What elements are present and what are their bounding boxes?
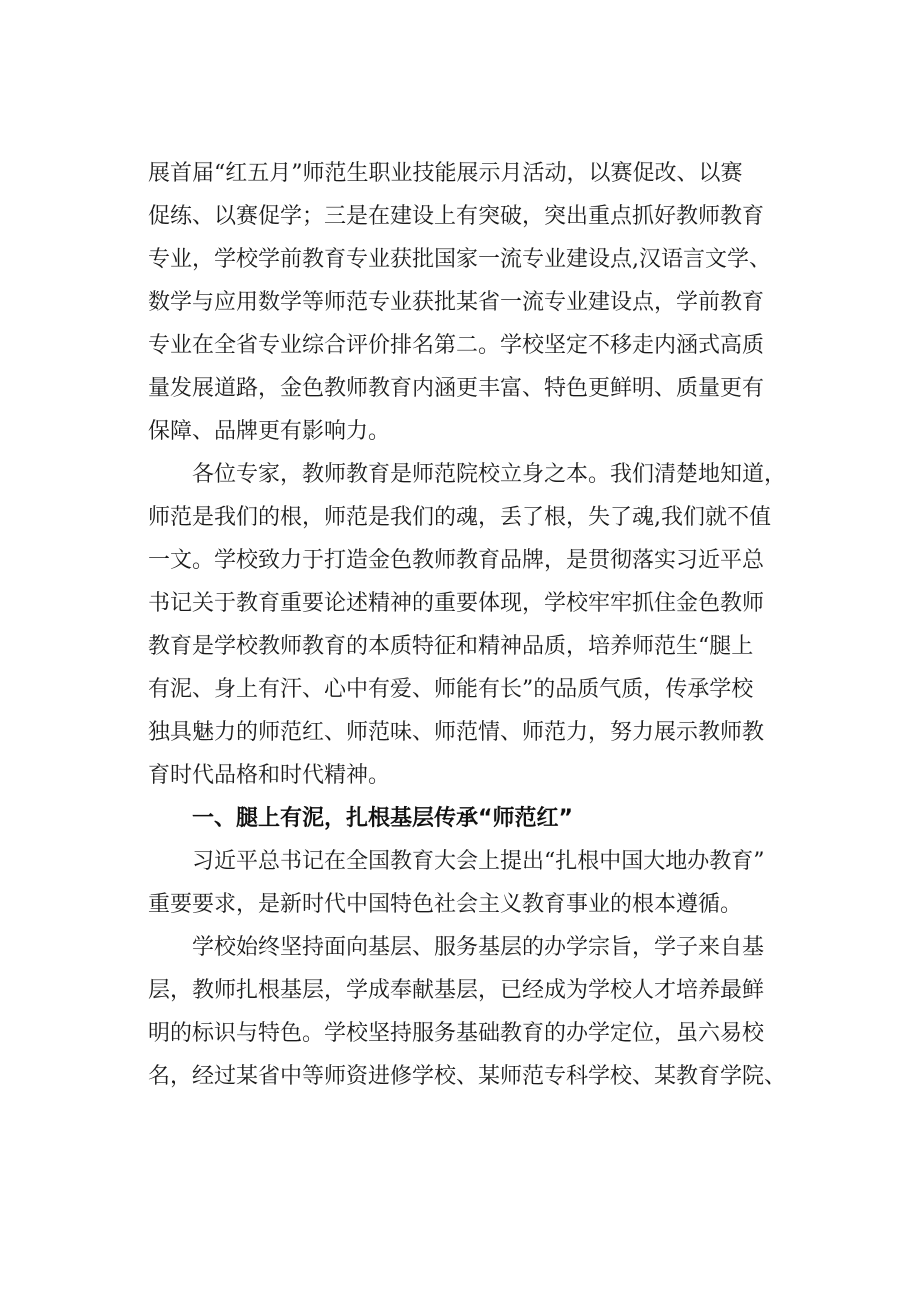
paragraph-line: 专业在全省专业综合评价排名第二。学校坚定不移走内涵式高质 <box>148 333 765 358</box>
paragraph-line: 育时代品格和时代精神。 <box>148 763 391 788</box>
paragraph-line: 一文。学校致力于打造金色教师教育品牌，是贯彻落实习近平总 <box>148 548 765 573</box>
paragraph-line: 各位专家，教师教育是师范院校立身之本。我们清楚地知道， <box>148 462 787 487</box>
paragraph-line: 书记关于教育重要论述精神的重要体现，学校牢牢抓住金色教师 <box>148 591 765 616</box>
paragraph-line: 教育是学校教师教育的本质特征和精神品质，培养师范生“腿上 <box>148 634 754 659</box>
paragraph-line: 师范是我们的根，师范是我们的魂，丢了根，失了魂,我们就不值 <box>148 505 771 530</box>
paragraph-line: 习近平总书记在全国教育大会上提出“扎根中国大地办教育” <box>148 849 765 874</box>
paragraph-line: 保障、品牌更有影响力。 <box>148 419 391 444</box>
paragraph-line: 数学与应用数学等师范专业获批某省一流专业建设点，学前教育 <box>148 290 765 315</box>
paragraph-line: 量发展道路，金色教师教育内涵更丰富、特色更鲜明、质量更有 <box>148 376 765 401</box>
paragraph-line: 明的标识与特色。学校坚持服务基础教育的办学定位，虽六易校 <box>148 1021 765 1046</box>
paragraph-line: 重要要求，是新时代中国特色社会主义教育事业的根本遵循。 <box>148 892 743 917</box>
paragraph-line: 专业，学校学前教育专业获批国家一流专业建设点,汉语言文学、 <box>148 247 771 272</box>
paragraph-line: 促练、以赛促学；三是在建设上有突破，突出重点抓好教师教育 <box>148 204 765 229</box>
paragraph-line: 有泥、身上有汗、心中有爱、师能有长”的品质气质，传承学校 <box>148 677 754 702</box>
document-body <box>148 152 812 1098</box>
paragraph-line: 展首届“红五月”师范生职业技能展示月活动，以赛促改、以赛 <box>148 161 743 186</box>
paragraph-line: 名，经过某省中等师资进修学校、某师范专科学校、某教育学院、 <box>148 1064 787 1089</box>
paragraph-line: 层，教师扎根基层，学成奉献基层，已经成为学校人才培养最鲜 <box>148 978 765 1003</box>
paragraph-line: 学校始终坚持面向基层、服务基层的办学宗旨，学子来自基 <box>148 935 765 960</box>
paragraph-line: 独具魅力的师范红、师范味、师范情、师范力，努力展示教师教 <box>148 720 765 745</box>
section-heading: 一、腿上有泥，扎根基层传承“师范红” <box>148 806 573 831</box>
